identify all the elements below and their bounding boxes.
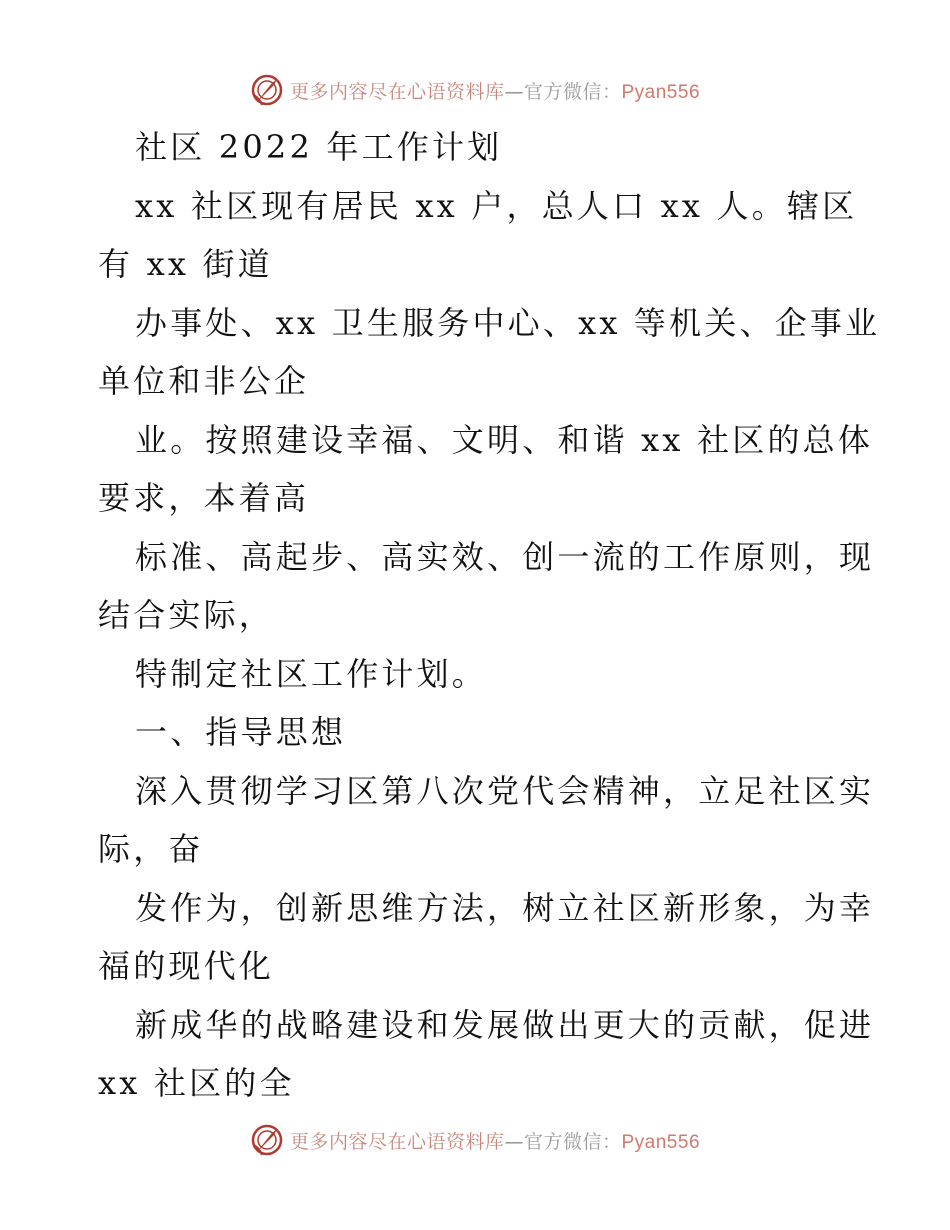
banner-text-tail: 官方微信： [523,80,622,103]
paragraph-line: 际，奋 [98,830,204,868]
paragraph-line: 新成华的战略建设和发展做出更大的贡献，促进 [135,1005,875,1044]
banner-caption [290,1127,700,1154]
banner-dash: — [504,80,524,103]
paragraph-line: 单位和非公企 [98,362,310,400]
banner-text-cn: 更多内容尽在心语资料库 [289,80,505,103]
paragraph-line: 福的现代化 [98,947,275,985]
paragraph-line: 结合实际， [98,596,275,634]
paragraph-line: 办事处、xx 卫生服务中心、xx 等机关、企事业 [135,303,881,342]
quill-pen-logo-icon [250,73,284,107]
paragraph-line: 业。按照建设幸福、文明、和谐 xx 社区的总体 [135,420,874,459]
document-title: 社区 2022 年工作计划 [135,128,503,166]
banner-text-cn: 更多内容尽在心语资料库 [289,1130,505,1153]
banner-dash: — [504,1130,524,1153]
paragraph-line: 发作为，创新思维方法，树立社区新形象，为幸 [135,888,875,927]
banner-caption [290,77,700,104]
paragraph-line: 有 xx 街道 [98,245,273,283]
quill-pen-logo-icon [250,1123,284,1157]
document-body [98,118,881,1113]
section-heading: 一、指导思想 [135,713,347,751]
paragraph-line: 深入贯彻学习区第八次党代会精神，立足社区实 [135,771,875,810]
banner-wechat-id: Pyan556 [621,81,701,103]
paragraph-line: xx 社区现有居民 xx 户，总人口 xx 人。辖区 [135,186,858,225]
header-banner [0,70,950,110]
paragraph-line: 标准、高起步、高实效、创一流的工作原则，现 [135,537,875,576]
paragraph-line: xx 社区的全 [98,1064,295,1102]
paragraph-line: 要求，本着高 [98,479,310,517]
footer-banner [0,1120,950,1160]
banner-text-tail: 官方微信： [523,1130,622,1153]
paragraph-line: 特制定社区工作计划。 [135,654,488,693]
banner-wechat-id: Pyan556 [621,1131,701,1153]
